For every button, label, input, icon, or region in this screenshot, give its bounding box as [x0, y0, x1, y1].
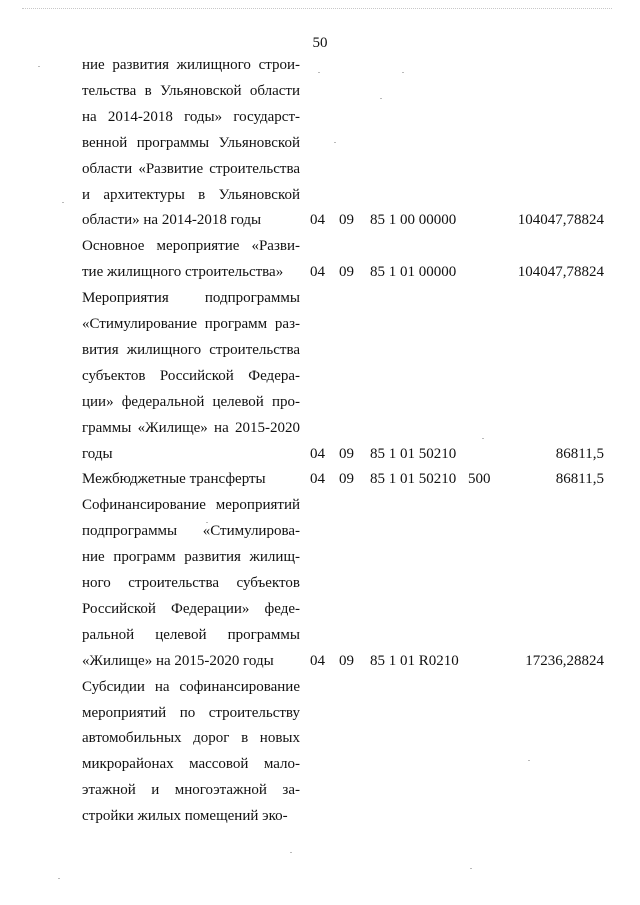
scan-speck [58, 878, 60, 879]
target-article-code: 85 1 00 00000 [370, 212, 457, 229]
row-description-line: Мероприятия подпрограммы [82, 290, 300, 307]
section-code: 04 [310, 445, 325, 462]
row-description-line: Основное мероприятие «Разви- [82, 238, 300, 255]
amount: 17236,28824 [525, 652, 604, 669]
row-description-line: на 2014-2018 годы» государст- [82, 108, 300, 125]
subsection-code: 09 [339, 264, 354, 281]
section-code: 04 [310, 652, 325, 669]
scan-speck [470, 868, 472, 869]
scan-speck [482, 438, 484, 439]
row-description-line: тие жилищного строительства» [82, 264, 284, 281]
row-description-line: субъектов Российской Федера- [82, 367, 300, 384]
row-description-line: и архитектуры в Ульяновской [82, 186, 300, 203]
row-description-line: ного строительства субъектов [82, 575, 300, 591]
scan-speck [334, 142, 336, 143]
scan-speck [380, 98, 382, 99]
amount: 86811,5 [555, 445, 604, 462]
row-description-line: ние развития жилищного строи- [82, 57, 300, 73]
scan-speck [38, 66, 40, 67]
row-description-line: венной программы Ульяновской [82, 134, 300, 151]
target-article-code: 85 1 01 00000 [370, 264, 457, 281]
row-description-line: стройки жилых помещений эко- [82, 808, 288, 825]
row-description-line: тельства в Ульяновской области [82, 82, 300, 99]
scan-speck [290, 852, 292, 853]
target-article-code: 85 1 01 R0210 [370, 652, 459, 669]
scan-speck [318, 72, 320, 73]
scan-speck [528, 760, 530, 761]
row-description-line: Российской Федерации» феде- [82, 600, 300, 617]
row-description-line: ции» федеральной целевой про- [82, 393, 300, 410]
target-article-code: 85 1 01 50210 [370, 445, 457, 462]
page-number: 50 [312, 35, 328, 51]
target-article-code: 85 1 01 50210 [370, 471, 457, 488]
scan-header-artifact [22, 8, 612, 10]
row-description-line: мероприятий по строительству [82, 704, 300, 721]
expense-type-code: 500 [468, 471, 491, 488]
row-description-line: «Стимулирование программ раз- [82, 316, 300, 332]
row-description-line: Субсидии на софинансирование [82, 678, 300, 695]
amount: 86811,5 [555, 471, 604, 488]
scan-speck [402, 72, 404, 73]
row-description-line: ральной целевой программы [82, 626, 300, 643]
row-description-line: области «Развитие строительства [82, 160, 300, 177]
subsection-code: 09 [339, 652, 354, 669]
row-description-line: годы [82, 445, 113, 462]
row-description-line: Межбюджетные трансферты [82, 471, 266, 488]
section-code: 04 [310, 471, 325, 488]
subsection-code: 09 [339, 445, 354, 462]
row-description-line: Софинансирование мероприятий [82, 497, 300, 514]
row-description-line: граммы «Жилище» на 2015-2020 [82, 419, 300, 436]
row-description-line: автомобильных дорог в новых [82, 730, 300, 747]
row-description-line: ние программ развития жилищ- [82, 549, 300, 566]
subsection-code: 09 [339, 212, 354, 229]
row-description-line: подпрограммы «Стимулирова- [82, 523, 300, 540]
row-description-line: «Жилище» на 2015-2020 годы [82, 652, 274, 669]
section-code: 04 [310, 212, 325, 229]
row-description-line: этажной и многоэтажной за- [82, 782, 300, 799]
row-description-line: микрорайонах массовой мало- [82, 756, 300, 773]
section-code: 04 [310, 264, 325, 281]
row-description-line: области» на 2014-2018 годы [82, 212, 262, 229]
scan-speck [206, 522, 208, 523]
amount: 104047,78824 [517, 264, 604, 281]
scan-speck [62, 202, 64, 203]
subsection-code: 09 [339, 471, 354, 488]
amount: 104047,78824 [517, 212, 604, 229]
row-description-line: вития жилищного строительства [82, 341, 300, 358]
